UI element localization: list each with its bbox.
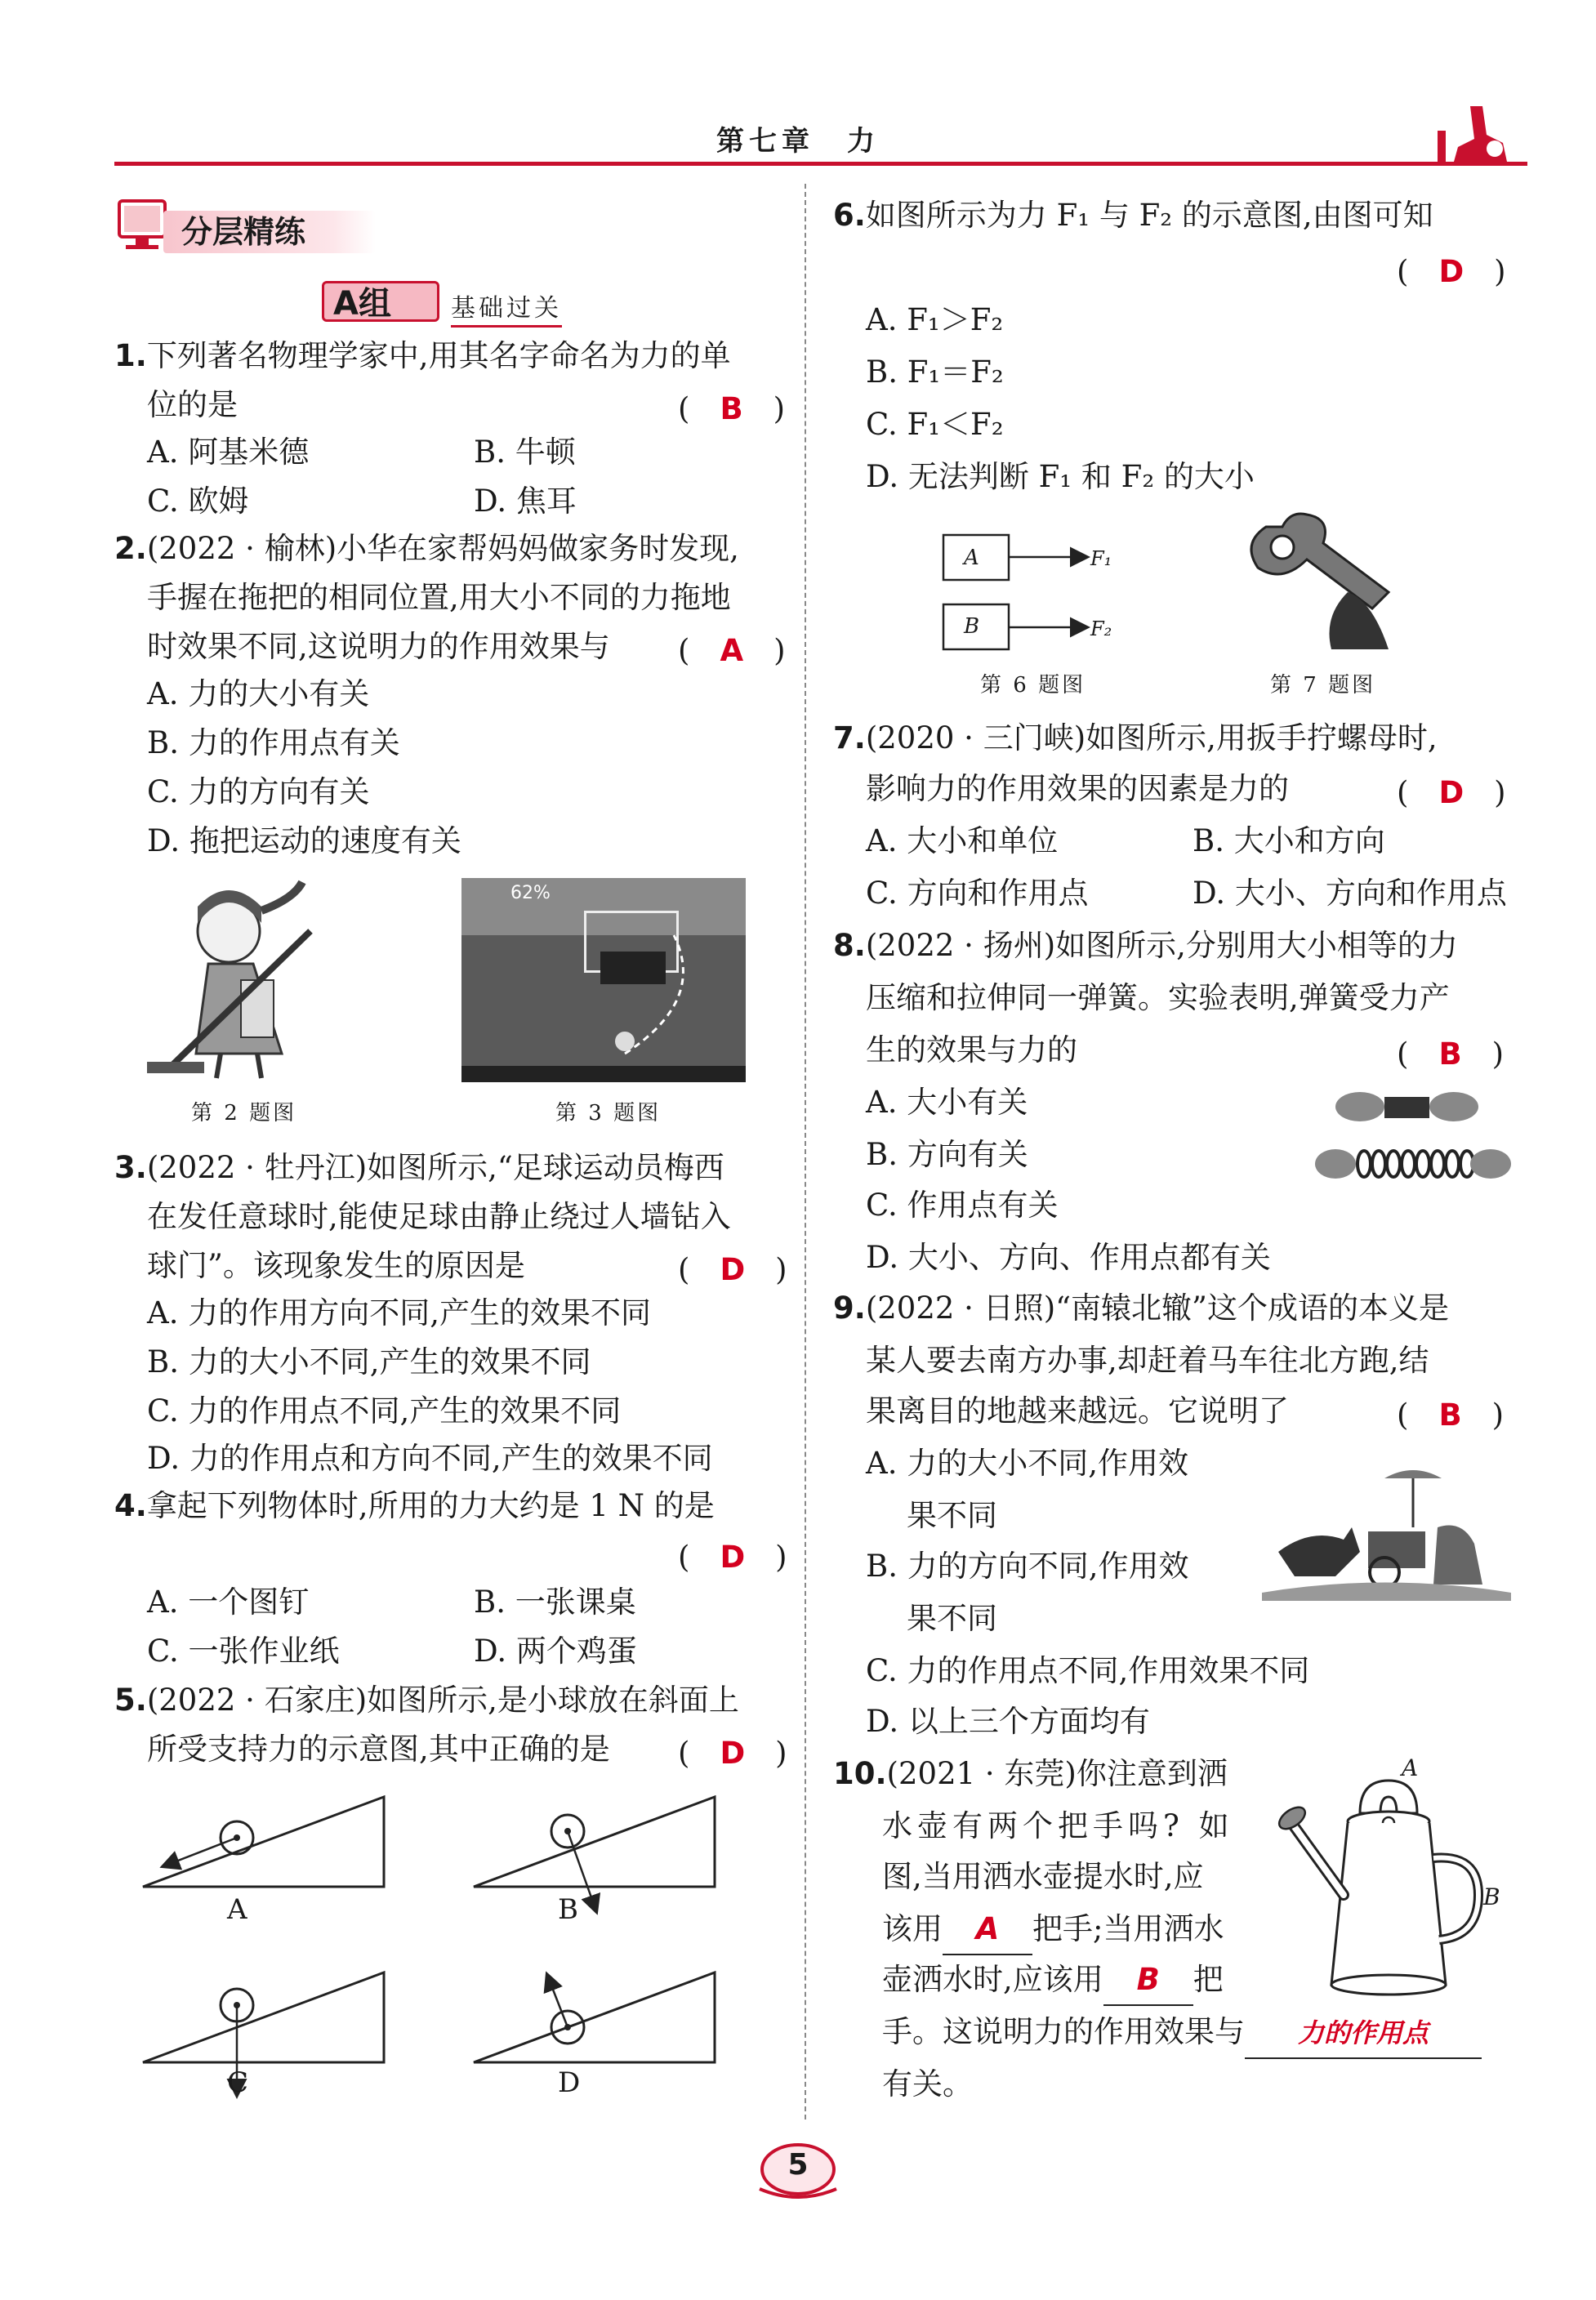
section-title: 分层精练 bbox=[181, 214, 306, 250]
question-5-line1: 5.(2022 · 石家庄)如图所示,是小球放在斜面上 bbox=[114, 1683, 739, 1718]
q4-option-c: C. 一张作业纸 bbox=[147, 1634, 340, 1669]
group-label: A组 bbox=[333, 285, 391, 323]
blank-1: A bbox=[943, 1905, 1032, 1955]
incline-b bbox=[474, 1797, 715, 1887]
q6-option-c: C. F₁＜F₂ bbox=[866, 407, 1004, 442]
question-1-answer: ( B ) bbox=[678, 391, 786, 426]
incline-d bbox=[474, 1972, 715, 2062]
question-3-line2: 在发任意球时,能使足球由静止绕过人墙钻入 bbox=[147, 1199, 731, 1234]
q3-option-b: B. 力的大小不同,产生的效果不同 bbox=[147, 1344, 591, 1380]
figure-2-mopping-girl bbox=[139, 874, 351, 1086]
question-4-line1: 4.拿起下列物体时,所用的力大约是 1 N 的是 bbox=[114, 1488, 715, 1523]
figure-7-caption: 第 7 题图 bbox=[1270, 673, 1376, 698]
incline-label-c: C bbox=[227, 2066, 249, 2099]
chapter-title: 第七章 力 bbox=[716, 125, 880, 158]
question-10-line3: 图,当用洒水壶提水时,应 bbox=[882, 1859, 1204, 1894]
question-1-line2: 位的是 bbox=[147, 387, 238, 422]
q9-option-d: D. 以上三个方面均有 bbox=[866, 1704, 1150, 1739]
question-9-answer: ( B ) bbox=[1397, 1397, 1505, 1433]
can-label-a: A bbox=[1402, 1754, 1419, 1781]
q6-option-a: A. F₁＞F₂ bbox=[866, 302, 1004, 337]
q9-option-c: C. 力的作用点不同,作用效果不同 bbox=[866, 1653, 1310, 1688]
blank-3: 力的作用点 bbox=[1245, 2008, 1482, 2059]
incline-label-b: B bbox=[558, 1893, 578, 1926]
q6-option-d: D. 无法判断 F₁ 和 F₂ 的大小 bbox=[866, 459, 1255, 494]
incline-c bbox=[143, 1972, 384, 2062]
question-10-line4: 该用 A 把手;当用洒水 bbox=[882, 1905, 1224, 1955]
blank-2: B bbox=[1103, 1955, 1193, 2006]
question-3-answer: ( D ) bbox=[678, 1252, 787, 1287]
question-2-line3: 时效果不同,这说明力的作用效果与 bbox=[147, 629, 610, 664]
page-number: 5 bbox=[787, 2148, 809, 2182]
q7-option-c: C. 方向和作用点 bbox=[866, 876, 1089, 911]
question-9-line3: 果离目的地越来越远。它说明了 bbox=[866, 1393, 1289, 1429]
q7-option-b: B. 大小和方向 bbox=[1193, 823, 1385, 858]
question-2-answer: ( A ) bbox=[678, 633, 786, 668]
q2-option-a: A. 力的大小有关 bbox=[147, 676, 370, 711]
incline-label-d: D bbox=[558, 2066, 581, 2099]
question-10-line5: 壶洒水时,应该用 B 把 bbox=[882, 1955, 1224, 2006]
question-10-line6: 手。这说明力的作用效果与 力的作用点 bbox=[882, 2008, 1482, 2059]
box-a-label: A bbox=[964, 546, 979, 570]
question-10-line7: 有关。 bbox=[882, 2066, 973, 2102]
question-5-answer: ( D ) bbox=[678, 1736, 787, 1771]
score-overlay: 62% bbox=[510, 883, 551, 903]
q9-option-b-line1: B. 力的方向不同,作用效 bbox=[866, 1549, 1189, 1584]
q2-option-c: C. 力的方向有关 bbox=[147, 774, 370, 809]
question-2-line2: 手握在拖把的相同位置,用大小不同的力拖地 bbox=[147, 580, 731, 615]
question-9-line2: 某人要去南方办事,却赶着马车往北方跑,结 bbox=[866, 1343, 1429, 1378]
q1-option-b: B. 牛顿 bbox=[474, 435, 576, 470]
header-rule bbox=[114, 162, 1527, 166]
question-3-line3: 球门”。该现象发生的原因是 bbox=[147, 1248, 525, 1283]
box-b-label: B bbox=[964, 614, 980, 639]
question-10-line1: 10.(2021 · 东莞)你注意到洒 bbox=[833, 1756, 1228, 1791]
figure-5-inclines bbox=[139, 1781, 776, 2107]
q8-option-a: A. 大小有关 bbox=[866, 1085, 1028, 1120]
q9-option-a-line2: 果不同 bbox=[907, 1498, 997, 1533]
figure-6-caption: 第 6 题图 bbox=[980, 673, 1086, 698]
q3-option-c: C. 力的作用点不同,产生的效果不同 bbox=[147, 1393, 622, 1429]
q8-option-b: B. 方向有关 bbox=[866, 1137, 1028, 1172]
question-7-line1: 7.(2020 · 三门峡)如图所示,用扳手拧螺母时, bbox=[833, 720, 1438, 756]
q4-option-b: B. 一张课桌 bbox=[474, 1585, 636, 1620]
q3-option-a: A. 力的作用方向不同,产生的效果不同 bbox=[147, 1295, 652, 1331]
q8-option-c: C. 作用点有关 bbox=[866, 1188, 1059, 1223]
q4-option-d: D. 两个鸡蛋 bbox=[474, 1634, 637, 1669]
incline-a bbox=[143, 1797, 384, 1887]
question-10-line2: 水壶有两个把手吗? 如 bbox=[882, 1808, 1234, 1843]
q4-option-a: A. 一个图钉 bbox=[147, 1585, 310, 1620]
q8-option-d: D. 大小、方向、作用点都有关 bbox=[866, 1240, 1271, 1275]
q9-option-b-line2: 果不同 bbox=[907, 1601, 997, 1636]
microscope-icon bbox=[1421, 98, 1527, 167]
question-8-line1: 8.(2022 · 扬州)如图所示,分别用大小相等的力 bbox=[833, 928, 1458, 963]
question-6-answer: ( D ) bbox=[1397, 254, 1506, 289]
question-8-answer: ( B ) bbox=[1397, 1036, 1505, 1072]
q7-option-d: D. 大小、方向和作用点 bbox=[1193, 876, 1507, 911]
figure-3-caption: 第 3 题图 bbox=[555, 1101, 662, 1125]
question-2-line1: 2.(2022 · 榆林)小华在家帮妈妈做家务时发现, bbox=[114, 531, 739, 566]
question-7-line2: 影响力的作用效果的因素是力的 bbox=[866, 771, 1289, 806]
q2-option-d: D. 拖把运动的速度有关 bbox=[147, 823, 461, 858]
question-1-line1: 1.下列著名物理学家中,用其名字命名为力的单 bbox=[114, 338, 731, 373]
q7-option-a: A. 大小和单位 bbox=[866, 823, 1059, 858]
column-divider bbox=[805, 184, 806, 2119]
figure-7-wrench bbox=[1233, 510, 1405, 653]
q6-option-b: B. F₁＝F₂ bbox=[866, 354, 1004, 390]
group-subtitle: 基础过关 bbox=[451, 288, 562, 328]
figure-8-springs bbox=[1315, 1082, 1511, 1188]
question-3-line1: 3.(2022 · 牡丹江)如图所示,“足球运动员梅西 bbox=[114, 1150, 724, 1185]
can-label-b: B bbox=[1483, 1883, 1500, 1910]
question-6-line1: 6.如图所示为力 F₁ 与 F₂ 的示意图,由图可知 bbox=[833, 198, 1433, 233]
force-f2-label: F₂ bbox=[1090, 617, 1112, 640]
question-8-line2: 压缩和拉伸同一弹簧。实验表明,弹簧受力产 bbox=[866, 980, 1450, 1015]
question-9-line1: 9.(2022 · 日照)“南辕北辙”这个成语的本义是 bbox=[833, 1290, 1449, 1326]
q1-option-c: C. 欧姆 bbox=[147, 484, 249, 519]
force-f1-label: F₁ bbox=[1090, 547, 1112, 570]
question-7-answer: ( D ) bbox=[1397, 775, 1506, 810]
question-5-line2: 所受支持力的示意图,其中正确的是 bbox=[147, 1732, 610, 1767]
q1-option-a: A. 阿基米德 bbox=[147, 435, 310, 470]
q3-option-d: D. 力的作用点和方向不同,产生的效果不同 bbox=[147, 1441, 713, 1476]
figure-9-carriage bbox=[1262, 1462, 1511, 1601]
q9-option-a-line1: A. 力的大小不同,作用效 bbox=[866, 1446, 1189, 1481]
q2-option-b: B. 力的作用点有关 bbox=[147, 725, 400, 760]
figure-2-caption: 第 2 题图 bbox=[191, 1101, 297, 1125]
q1-option-d: D. 焦耳 bbox=[474, 484, 577, 519]
incline-label-a: A bbox=[227, 1893, 247, 1926]
question-8-line3: 生的效果与力的 bbox=[866, 1032, 1077, 1068]
figure-10-watering-can bbox=[1274, 1764, 1503, 2001]
figure-3-football-photo bbox=[461, 878, 746, 1082]
question-4-answer: ( D ) bbox=[678, 1540, 787, 1575]
